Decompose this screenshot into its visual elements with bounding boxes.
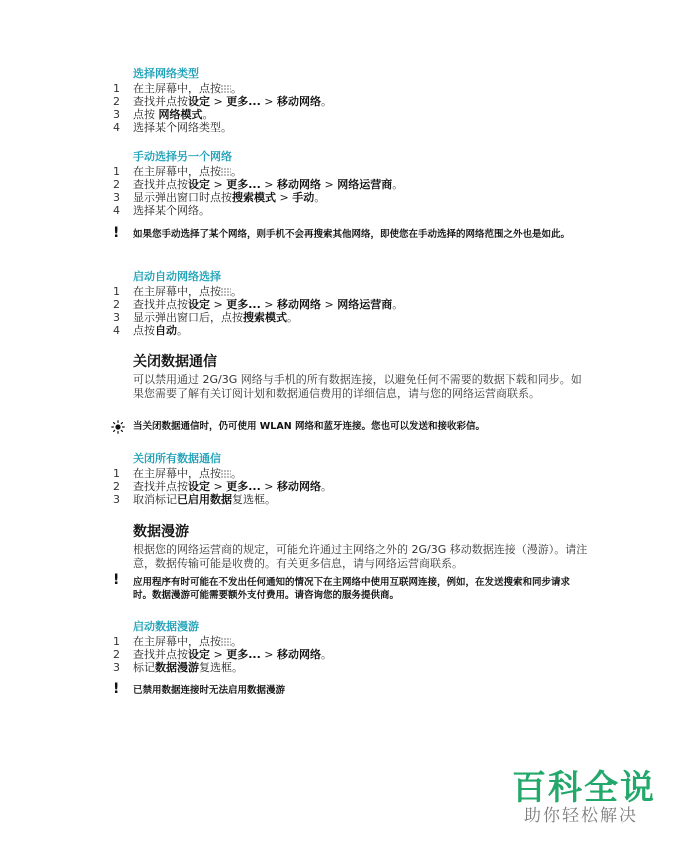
steps-disable-all-data	[113, 467, 332, 506]
step-item: 2 查找并点按设定 > 更多... > 移动网络。	[113, 648, 332, 661]
steps-auto-network	[113, 285, 403, 337]
app-grid-icon	[221, 637, 231, 646]
step-item: 1 在主屏幕中，点按 。	[113, 467, 242, 480]
step-item: 1 在主屏幕中，点按 。	[113, 82, 242, 95]
section-title-manual-network: 手动选择另一个网络	[133, 150, 232, 163]
warning-icon: !	[113, 225, 120, 241]
app-grid-icon	[221, 167, 231, 176]
steps-enable-roaming	[113, 635, 332, 674]
note-data-roaming: 应用程序有时可能在不发出任何通知的情况下在主网络中使用互联网连接，例如，在发送搜索和同步请求时。数据漫游可能需要额外支付费用。请咨询您的服务提供商。	[133, 577, 571, 601]
note-enable-roaming: 已禁用数据连接时无法启用数据漫游	[133, 685, 286, 696]
paragraph-data-roaming: 根据您的网络运营商的规定，可能允许通过主网络之外的 2G/3G 移动数据连接（漫游）。请注意，数据传输可能是收费的。有关更多信息，请与网络运营商联系。	[133, 543, 588, 570]
warning-icon: !	[113, 572, 120, 588]
step-item: 4 选择某个网络类型。	[113, 121, 232, 134]
app-grid-icon	[221, 469, 231, 478]
lightbulb-icon	[111, 419, 125, 433]
step-item: 3 点按 网络模式。	[113, 108, 214, 121]
section-title-disable-all-data: 关闭所有数据通信	[133, 452, 221, 465]
step-item: 4 选择某个网络。	[113, 204, 210, 217]
step-item: 1 在主屏幕中，点按 。	[113, 165, 242, 178]
section-title-auto-network: 启动自动网络选择	[133, 270, 221, 283]
step-item: 3 标记数据漫游复选框。	[113, 661, 243, 674]
steps-network-type	[113, 82, 332, 134]
section-title-network-type: 选择网络类型	[133, 67, 199, 80]
step-item: 2 查找并点按设定 > 更多... > 移动网络 > 网络运营商。	[113, 178, 404, 191]
paragraph-disable-data: 可以禁用通过 2G/3G 网络与手机的所有数据连接，以避免任何不需要的数据下载和同步。如果您需要了解有关订阅计划和数据通信费用的详细信息，请与您的网络运营商联系。	[133, 373, 582, 400]
section-title-enable-roaming: 启动数据漫游	[133, 620, 199, 633]
step-item: 4 点按自动。	[113, 324, 188, 337]
step-item: 3 取消标记已启用数据复选框。	[113, 493, 276, 506]
tip-disable-data: 当关闭数据通信时，仍可使用 WLAN 网络和蓝牙连接。您也可以发送和接收彩信。	[133, 421, 485, 432]
step-item: 1 在主屏幕中，点按 。	[113, 285, 242, 298]
app-grid-icon	[221, 287, 231, 296]
step-item: 1 在主屏幕中，点按 。	[113, 635, 242, 648]
section-title-disable-data: 关闭数据通信	[133, 354, 217, 370]
app-grid-icon	[221, 84, 231, 93]
step-item: 2 查找并点按设定 > 更多... > 移动网络。	[113, 95, 332, 108]
step-item: 2 查找并点按设定 > 更多... > 移动网络 > 网络运营商。	[113, 298, 404, 311]
watermark-title: 百科全说	[512, 768, 656, 808]
watermark-subtitle: 助你轻松解决	[524, 806, 638, 826]
note-manual-network: 如果您手动选择了某个网络，则手机不会再搜索其他网络，即使您在手动选择的网络范围之外也是如此。	[133, 229, 571, 240]
step-item: 3 显示弹出窗口时点按搜索模式 > 手动。	[113, 191, 326, 204]
step-item: 2 查找并点按设定 > 更多... > 移动网络。	[113, 480, 332, 493]
steps-manual-network	[113, 165, 403, 217]
step-item: 3 显示弹出窗口后，点按搜索模式。	[113, 311, 298, 324]
section-title-data-roaming: 数据漫游	[133, 524, 189, 540]
warning-icon: !	[113, 681, 120, 697]
